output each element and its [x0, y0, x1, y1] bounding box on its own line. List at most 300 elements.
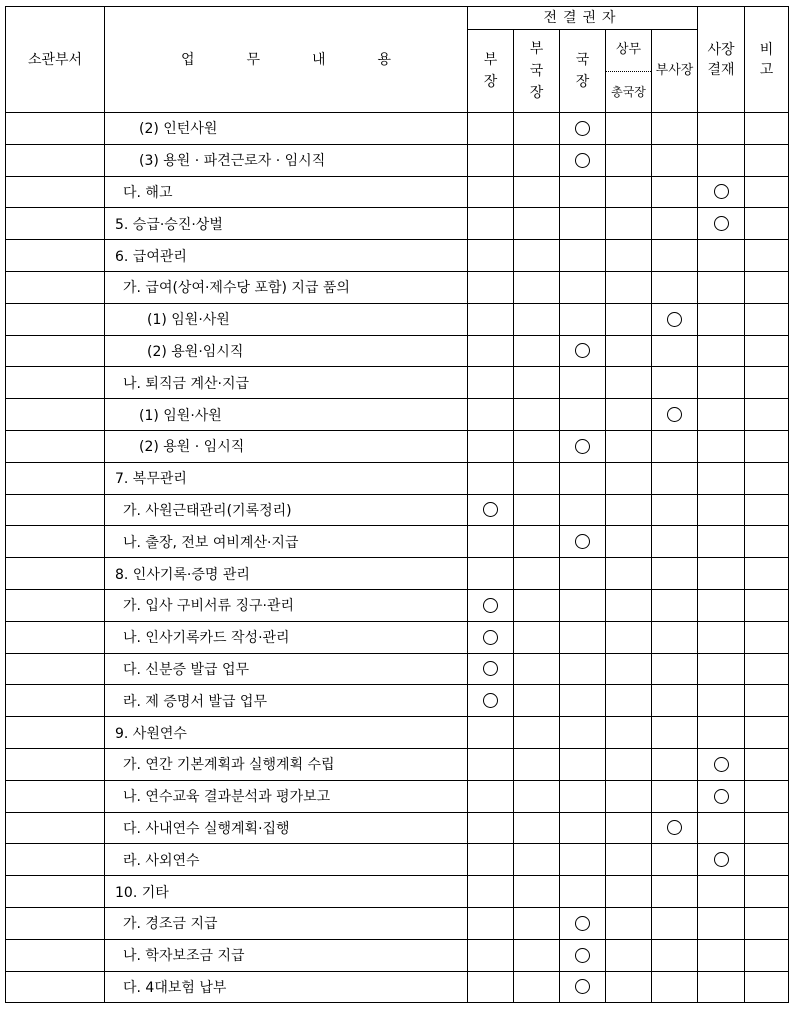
header-bujang-char2: 장 — [483, 74, 498, 90]
approval-cell-sajang — [698, 748, 745, 780]
task-cell: 9. 사원연수 — [105, 717, 468, 749]
approval-cell-bigo — [745, 621, 789, 653]
approval-cell-bugukjang — [514, 271, 560, 303]
approval-cell-bugukjang — [514, 208, 560, 240]
approval-cell-busajang — [652, 717, 698, 749]
dept-cell — [6, 144, 105, 176]
approval-cell-gukjang — [560, 494, 606, 526]
approval-cell-bigo — [745, 812, 789, 844]
approval-cell-busajang — [652, 748, 698, 780]
table-row — [6, 144, 789, 176]
approval-cell-gukjang — [560, 844, 606, 876]
header-chongukjang: 총국장 — [611, 84, 646, 99]
table-row — [6, 494, 789, 526]
approval-cell-sangmu — [606, 844, 652, 876]
table-row — [6, 748, 789, 780]
approval-cell-gukjang — [560, 144, 606, 176]
dept-cell — [6, 494, 105, 526]
header-bugukjang-char1: 부 — [529, 41, 544, 57]
table-row — [6, 844, 789, 876]
dept-cell — [6, 240, 105, 272]
approval-cell-sangmu — [606, 939, 652, 971]
approval-cell-gukjang — [560, 430, 606, 462]
approval-cell-sajang — [698, 144, 745, 176]
approval-cell-bugukjang — [514, 748, 560, 780]
approval-cell-sajang — [698, 844, 745, 876]
approval-cell-bigo — [745, 558, 789, 590]
task-cell: 가. 경조금 지급 — [105, 907, 468, 939]
approval-cell-bigo — [745, 589, 789, 621]
task-cell: 나. 출장, 전보 여비계산·지급 — [105, 526, 468, 558]
header-sajang-line2: 결재 — [707, 61, 735, 78]
approval-cell-bigo — [745, 144, 789, 176]
dept-cell — [6, 113, 105, 145]
approval-cell-sangmu — [606, 399, 652, 431]
approval-cell-gukjang — [560, 939, 606, 971]
header-bugukjang-char2: 국 — [529, 63, 544, 79]
approval-cell-bigo — [745, 780, 789, 812]
approval-cell-busajang — [652, 367, 698, 399]
header-busajang: 부사장 — [652, 30, 698, 113]
approval-cell-bujang — [468, 494, 514, 526]
approval-cell-bigo — [745, 113, 789, 145]
approval-cell-sangmu — [606, 526, 652, 558]
approval-cell-bugukjang — [514, 399, 560, 431]
approval-cell-bujang — [468, 176, 514, 208]
approval-cell-sangmu — [606, 335, 652, 367]
header-dept: 소관부서 — [6, 7, 105, 113]
approval-cell-sangmu — [606, 303, 652, 335]
task-cell: (2) 용원·임시직 — [105, 335, 468, 367]
approval-cell-sangmu — [606, 717, 652, 749]
approval-cell-gukjang — [560, 907, 606, 939]
approval-cell-bugukjang — [514, 621, 560, 653]
approval-cell-bugukjang — [514, 113, 560, 145]
approval-cell-sangmu — [606, 748, 652, 780]
dept-cell — [6, 335, 105, 367]
approval-cell-sajang — [698, 589, 745, 621]
approval-cell-busajang — [652, 971, 698, 1003]
approval-cell-bujang — [468, 717, 514, 749]
approval-cell-bujang — [468, 907, 514, 939]
header-gukjang-char1: 국 — [575, 52, 590, 68]
approval-cell-bigo — [745, 526, 789, 558]
table-row — [6, 399, 789, 431]
task-cell: 라. 제 증명서 발급 업무 — [105, 685, 468, 717]
approval-cell-sangmu — [606, 907, 652, 939]
header-split — [606, 30, 651, 112]
header-bujang-char1: 부 — [483, 52, 498, 68]
approval-cell-gukjang — [560, 589, 606, 621]
approval-cell-gukjang — [560, 303, 606, 335]
task-cell: 가. 사원근태관리(기록정리) — [105, 494, 468, 526]
table-row — [6, 876, 789, 908]
dept-cell — [6, 303, 105, 335]
approval-cell-sangmu — [606, 589, 652, 621]
approval-circle-icon — [575, 153, 590, 168]
approval-cell-bigo — [745, 335, 789, 367]
approval-cell-bigo — [745, 844, 789, 876]
approval-cell-bugukjang — [514, 812, 560, 844]
approval-circle-icon — [714, 216, 729, 231]
approval-cell-sajang — [698, 430, 745, 462]
header-bigo-line2: 고 — [759, 61, 774, 78]
task-cell: 6. 급여관리 — [105, 240, 468, 272]
approval-cell-sajang — [698, 558, 745, 590]
task-cell: 가. 입사 구비서류 징구·관리 — [105, 589, 468, 621]
approval-cell-busajang — [652, 939, 698, 971]
approval-cell-bigo — [745, 971, 789, 1003]
approval-cell-bujang — [468, 971, 514, 1003]
approval-circle-icon — [575, 121, 590, 136]
approval-circle-icon — [483, 630, 498, 645]
approval-cell-busajang — [652, 780, 698, 812]
dept-cell — [6, 399, 105, 431]
dept-cell — [6, 526, 105, 558]
approval-cell-bujang — [468, 621, 514, 653]
approval-circle-icon — [575, 916, 590, 931]
approval-cell-sangmu — [606, 208, 652, 240]
approval-cell-busajang — [652, 685, 698, 717]
table-row — [6, 907, 789, 939]
approval-cell-sangmu — [606, 176, 652, 208]
approval-cell-bugukjang — [514, 494, 560, 526]
approval-cell-busajang — [652, 113, 698, 145]
header-task-label: 업무내용 — [180, 51, 444, 68]
approval-cell-bigo — [745, 271, 789, 303]
approval-cell-bugukjang — [514, 335, 560, 367]
approval-cell-busajang — [652, 558, 698, 590]
dept-cell — [6, 812, 105, 844]
table-row — [6, 367, 789, 399]
approval-cell-gukjang — [560, 240, 606, 272]
approval-cell-bujang — [468, 780, 514, 812]
approval-cell-bujang — [468, 144, 514, 176]
table-row — [6, 621, 789, 653]
approval-cell-sangmu — [606, 430, 652, 462]
dept-cell — [6, 844, 105, 876]
approval-cell-sajang — [698, 780, 745, 812]
table-row — [6, 589, 789, 621]
approval-circle-icon — [667, 820, 682, 835]
approval-circle-icon — [714, 757, 729, 772]
approval-cell-bujang — [468, 939, 514, 971]
approval-cell-gukjang — [560, 685, 606, 717]
approval-cell-sajang — [698, 399, 745, 431]
header-gukjang-char2: 장 — [575, 74, 590, 90]
approval-cell-gukjang — [560, 271, 606, 303]
table-body — [6, 113, 789, 1003]
approval-cell-bujang — [468, 399, 514, 431]
table-row — [6, 430, 789, 462]
approval-cell-gukjang — [560, 462, 606, 494]
approval-cell-sangmu — [606, 621, 652, 653]
approval-cell-busajang — [652, 621, 698, 653]
dept-cell — [6, 271, 105, 303]
approval-cell-bugukjang — [514, 526, 560, 558]
approval-cell-busajang — [652, 494, 698, 526]
approval-cell-sangmu — [606, 971, 652, 1003]
approval-cell-gukjang — [560, 621, 606, 653]
task-cell: 나. 학자보조금 지급 — [105, 939, 468, 971]
approval-cell-gukjang — [560, 717, 606, 749]
approval-cell-bujang — [468, 367, 514, 399]
table-row — [6, 526, 789, 558]
approval-cell-bujang — [468, 876, 514, 908]
approval-cell-bugukjang — [514, 144, 560, 176]
approval-cell-gukjang — [560, 558, 606, 590]
task-cell: 가. 급여(상여·제수당 포함) 지급 품의 — [105, 271, 468, 303]
dept-cell — [6, 717, 105, 749]
approval-cell-sangmu — [606, 462, 652, 494]
approval-cell-bujang — [468, 240, 514, 272]
approval-cell-bujang — [468, 526, 514, 558]
approval-cell-sajang — [698, 717, 745, 749]
approval-cell-bigo — [745, 240, 789, 272]
approval-cell-bujang — [468, 844, 514, 876]
dept-cell — [6, 685, 105, 717]
approval-cell-bigo — [745, 717, 789, 749]
approval-cell-bujang — [468, 113, 514, 145]
task-cell: 다. 신분증 발급 업무 — [105, 653, 468, 685]
dept-cell — [6, 907, 105, 939]
dept-cell — [6, 653, 105, 685]
approval-circle-icon — [667, 407, 682, 422]
approval-cell-sangmu — [606, 558, 652, 590]
approval-cell-sajang — [698, 685, 745, 717]
approval-cell-busajang — [652, 653, 698, 685]
approval-cell-bigo — [745, 430, 789, 462]
approval-cell-busajang — [652, 399, 698, 431]
header-sangmu-chongukjang — [606, 30, 652, 113]
approval-circle-icon — [714, 789, 729, 804]
header-task — [105, 7, 468, 113]
dept-cell — [6, 589, 105, 621]
task-cell: (1) 임원·사원 — [105, 399, 468, 431]
approval-cell-bugukjang — [514, 653, 560, 685]
task-cell: 10. 기타 — [105, 876, 468, 908]
task-cell: 라. 사외연수 — [105, 844, 468, 876]
approval-cell-bigo — [745, 653, 789, 685]
approval-cell-bugukjang — [514, 176, 560, 208]
approval-cell-busajang — [652, 208, 698, 240]
header-sangmu: 상무 — [606, 30, 651, 72]
table-row — [6, 812, 789, 844]
table-header — [6, 7, 789, 113]
approval-cell-bugukjang — [514, 303, 560, 335]
approval-cell-bujang — [468, 208, 514, 240]
task-cell: (2) 용원 · 임시직 — [105, 430, 468, 462]
approval-cell-bugukjang — [514, 780, 560, 812]
approval-cell-sajang — [698, 462, 745, 494]
approval-cell-sajang — [698, 176, 745, 208]
dept-cell — [6, 621, 105, 653]
header-bugukjang-char3: 장 — [529, 85, 544, 101]
approval-cell-gukjang — [560, 176, 606, 208]
approval-cell-gukjang — [560, 526, 606, 558]
approval-cell-bugukjang — [514, 717, 560, 749]
approval-cell-sajang — [698, 876, 745, 908]
approval-cell-bigo — [745, 748, 789, 780]
approval-cell-bugukjang — [514, 876, 560, 908]
approval-cell-bujang — [468, 462, 514, 494]
approval-cell-bugukjang — [514, 844, 560, 876]
approval-authority-table-page — [5, 6, 788, 1003]
table-row — [6, 271, 789, 303]
approval-cell-gukjang — [560, 113, 606, 145]
approval-cell-bujang — [468, 589, 514, 621]
approval-circle-icon — [575, 534, 590, 549]
approval-cell-sangmu — [606, 685, 652, 717]
approval-cell-gukjang — [560, 367, 606, 399]
header-sajang — [698, 7, 745, 113]
approval-cell-busajang — [652, 144, 698, 176]
approval-cell-sangmu — [606, 240, 652, 272]
approval-cell-bigo — [745, 303, 789, 335]
dept-cell — [6, 748, 105, 780]
approval-cell-sangmu — [606, 653, 652, 685]
header-sajang-line1: 사장 — [707, 41, 735, 58]
approval-cell-gukjang — [560, 399, 606, 431]
approval-cell-busajang — [652, 303, 698, 335]
approval-cell-busajang — [652, 907, 698, 939]
approval-cell-sajang — [698, 812, 745, 844]
table-row — [6, 176, 789, 208]
approval-cell-sajang — [698, 303, 745, 335]
approval-cell-gukjang — [560, 812, 606, 844]
table-row — [6, 240, 789, 272]
dept-cell — [6, 876, 105, 908]
task-cell: 가. 연간 기본계획과 실행계획 수립 — [105, 748, 468, 780]
table-row — [6, 685, 789, 717]
approval-cell-bujang — [468, 653, 514, 685]
dept-cell — [6, 208, 105, 240]
approval-cell-gukjang — [560, 876, 606, 908]
approval-cell-bigo — [745, 685, 789, 717]
approval-cell-busajang — [652, 430, 698, 462]
approval-cell-bigo — [745, 399, 789, 431]
approval-cell-bujang — [468, 303, 514, 335]
approval-circle-icon — [575, 948, 590, 963]
table-row — [6, 208, 789, 240]
approval-cell-bigo — [745, 367, 789, 399]
approval-cell-busajang — [652, 812, 698, 844]
task-cell: (2) 인턴사원 — [105, 113, 468, 145]
task-cell: 다. 해고 — [105, 176, 468, 208]
approval-cell-sangmu — [606, 113, 652, 145]
approval-cell-busajang — [652, 240, 698, 272]
approval-cell-gukjang — [560, 208, 606, 240]
approval-cell-bujang — [468, 335, 514, 367]
approval-cell-bugukjang — [514, 430, 560, 462]
header-bigo — [745, 7, 789, 113]
approval-cell-sangmu — [606, 271, 652, 303]
approval-circle-icon — [575, 979, 590, 994]
approval-cell-bujang — [468, 812, 514, 844]
dept-cell — [6, 939, 105, 971]
table-row — [6, 303, 789, 335]
task-cell: (3) 용원 · 파견근로자 · 임시직 — [105, 144, 468, 176]
task-cell: (1) 임원·사원 — [105, 303, 468, 335]
approval-cell-bugukjang — [514, 367, 560, 399]
approval-cell-bigo — [745, 907, 789, 939]
dept-cell — [6, 430, 105, 462]
approval-circle-icon — [483, 693, 498, 708]
approval-circle-icon — [714, 184, 729, 199]
table-row — [6, 558, 789, 590]
table-row — [6, 335, 789, 367]
approval-cell-sangmu — [606, 780, 652, 812]
approval-cell-sajang — [698, 367, 745, 399]
header-approver-group: 전결권자 — [468, 7, 698, 30]
table-row — [6, 971, 789, 1003]
approval-cell-bigo — [745, 876, 789, 908]
approval-circle-icon — [483, 661, 498, 676]
approval-cell-busajang — [652, 589, 698, 621]
approval-circle-icon — [483, 598, 498, 613]
dept-cell — [6, 176, 105, 208]
approval-cell-busajang — [652, 462, 698, 494]
approval-cell-bugukjang — [514, 462, 560, 494]
approval-cell-sajang — [698, 526, 745, 558]
task-cell: 나. 퇴직금 계산·지급 — [105, 367, 468, 399]
approval-cell-bugukjang — [514, 907, 560, 939]
approval-cell-bugukjang — [514, 971, 560, 1003]
dept-cell — [6, 971, 105, 1003]
approval-cell-sajang — [698, 653, 745, 685]
approval-cell-gukjang — [560, 971, 606, 1003]
approval-cell-sajang — [698, 208, 745, 240]
approval-authority-table — [5, 6, 789, 1003]
dept-cell — [6, 367, 105, 399]
table-row — [6, 462, 789, 494]
task-cell: 다. 4대보험 납부 — [105, 971, 468, 1003]
approval-cell-bugukjang — [514, 240, 560, 272]
dept-cell — [6, 780, 105, 812]
approval-cell-bujang — [468, 430, 514, 462]
approval-cell-bigo — [745, 176, 789, 208]
approval-cell-bigo — [745, 494, 789, 526]
dept-cell — [6, 462, 105, 494]
approval-cell-sangmu — [606, 812, 652, 844]
task-cell: 나. 인사기록카드 작성·관리 — [105, 621, 468, 653]
approval-cell-bugukjang — [514, 685, 560, 717]
approval-cell-bugukjang — [514, 589, 560, 621]
header-bigo-line1: 비 — [759, 41, 774, 58]
task-cell: 8. 인사기록·증명 관리 — [105, 558, 468, 590]
approval-cell-sajang — [698, 939, 745, 971]
approval-cell-gukjang — [560, 748, 606, 780]
approval-cell-busajang — [652, 176, 698, 208]
header-bugukjang — [514, 30, 560, 113]
approval-cell-bigo — [745, 208, 789, 240]
table-row — [6, 939, 789, 971]
approval-cell-gukjang — [560, 653, 606, 685]
approval-cell-sajang — [698, 113, 745, 145]
approval-cell-sajang — [698, 335, 745, 367]
table-row — [6, 653, 789, 685]
approval-cell-sangmu — [606, 876, 652, 908]
approval-cell-bujang — [468, 271, 514, 303]
approval-cell-busajang — [652, 335, 698, 367]
table-row — [6, 717, 789, 749]
approval-cell-sajang — [698, 971, 745, 1003]
approval-cell-bigo — [745, 462, 789, 494]
approval-cell-busajang — [652, 526, 698, 558]
header-gukjang — [560, 30, 606, 113]
approval-cell-sajang — [698, 271, 745, 303]
task-cell: 5. 승급·승진·상벌 — [105, 208, 468, 240]
